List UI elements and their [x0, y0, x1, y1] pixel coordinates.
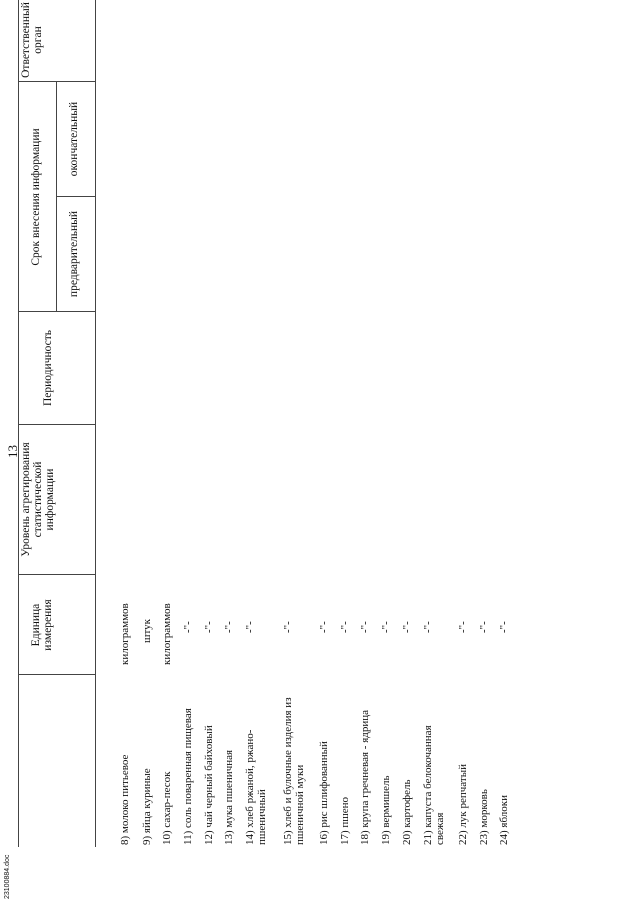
row-unit: -"- — [203, 621, 215, 633]
header-responsible: Ответственный орган — [20, 2, 44, 78]
row-unit: -"- — [380, 621, 392, 633]
row-name: 17) пшено — [339, 796, 351, 845]
header-aggregation-level: Уровень агрегирования статистической информации — [20, 442, 56, 557]
row-name: 9) яйца куриные — [141, 768, 153, 845]
row-unit: -"- — [498, 621, 510, 633]
page-number: 13 — [5, 445, 20, 458]
row-name: 23) морковь — [478, 789, 490, 845]
deadline-subheader-border — [56, 82, 57, 312]
header-preliminary: предварительный — [68, 210, 80, 298]
divider-unit-aggregation — [18, 574, 95, 575]
row-unit: -"- — [359, 621, 371, 633]
header-periodicity: Периодичность — [42, 329, 54, 407]
divider-aggregation-periodicity — [18, 424, 95, 425]
row-unit: -"- — [401, 621, 413, 633]
header-deadline: Срок внесения информации — [30, 128, 42, 266]
row-unit: -"- — [282, 621, 294, 633]
row-name: 11) соль поваренная пищевая — [182, 708, 194, 845]
row-unit: -"- — [244, 621, 256, 633]
divider-name-unit — [18, 674, 95, 675]
row-unit: штук — [141, 619, 153, 643]
row-name: 16) рис шлифованный — [318, 741, 330, 845]
header-final: окончательный — [68, 101, 80, 177]
row-name: 18) крупа гречневая - ядрица — [359, 709, 371, 845]
divider-preliminary-final — [56, 196, 95, 197]
divider-periodicity-deadline — [18, 311, 95, 312]
row-name: 20) картофель — [401, 779, 413, 845]
row-name: 21) капуста белокочанная свежая — [422, 725, 446, 845]
row-unit: -"- — [182, 621, 194, 633]
row-unit: килограммов — [161, 603, 173, 665]
row-name: 12) чай черный байховый — [203, 725, 215, 845]
document-file-id: 23100884.doc — [4, 854, 11, 899]
row-name: 24) яблоки — [498, 794, 510, 845]
row-unit: -"- — [422, 621, 434, 633]
row-name: 10) сахар-песок — [161, 771, 173, 845]
row-unit: -"- — [478, 621, 490, 633]
header-unit: Единица измерения — [30, 599, 54, 651]
row-unit: -"- — [223, 621, 235, 633]
divider-deadline-responsible — [18, 81, 95, 82]
row-name: 15) хлеб и булочные изделия из пшеничной муки — [282, 697, 306, 845]
row-unit: -"- — [457, 621, 469, 633]
row-unit: -"- — [318, 621, 330, 633]
row-name: 8) молоко питьевое — [119, 754, 131, 845]
header-bottom-border — [95, 0, 96, 847]
row-name: 13) мука пшеничная — [223, 749, 235, 845]
row-name: 22) лук репчатый — [457, 764, 469, 845]
row-unit: килограммов — [119, 603, 131, 665]
row-name: 19) вермишель — [380, 775, 392, 845]
row-name: 14) хлеб ржаной, ржано- пшеничный — [244, 729, 268, 845]
row-unit: -"- — [339, 621, 351, 633]
